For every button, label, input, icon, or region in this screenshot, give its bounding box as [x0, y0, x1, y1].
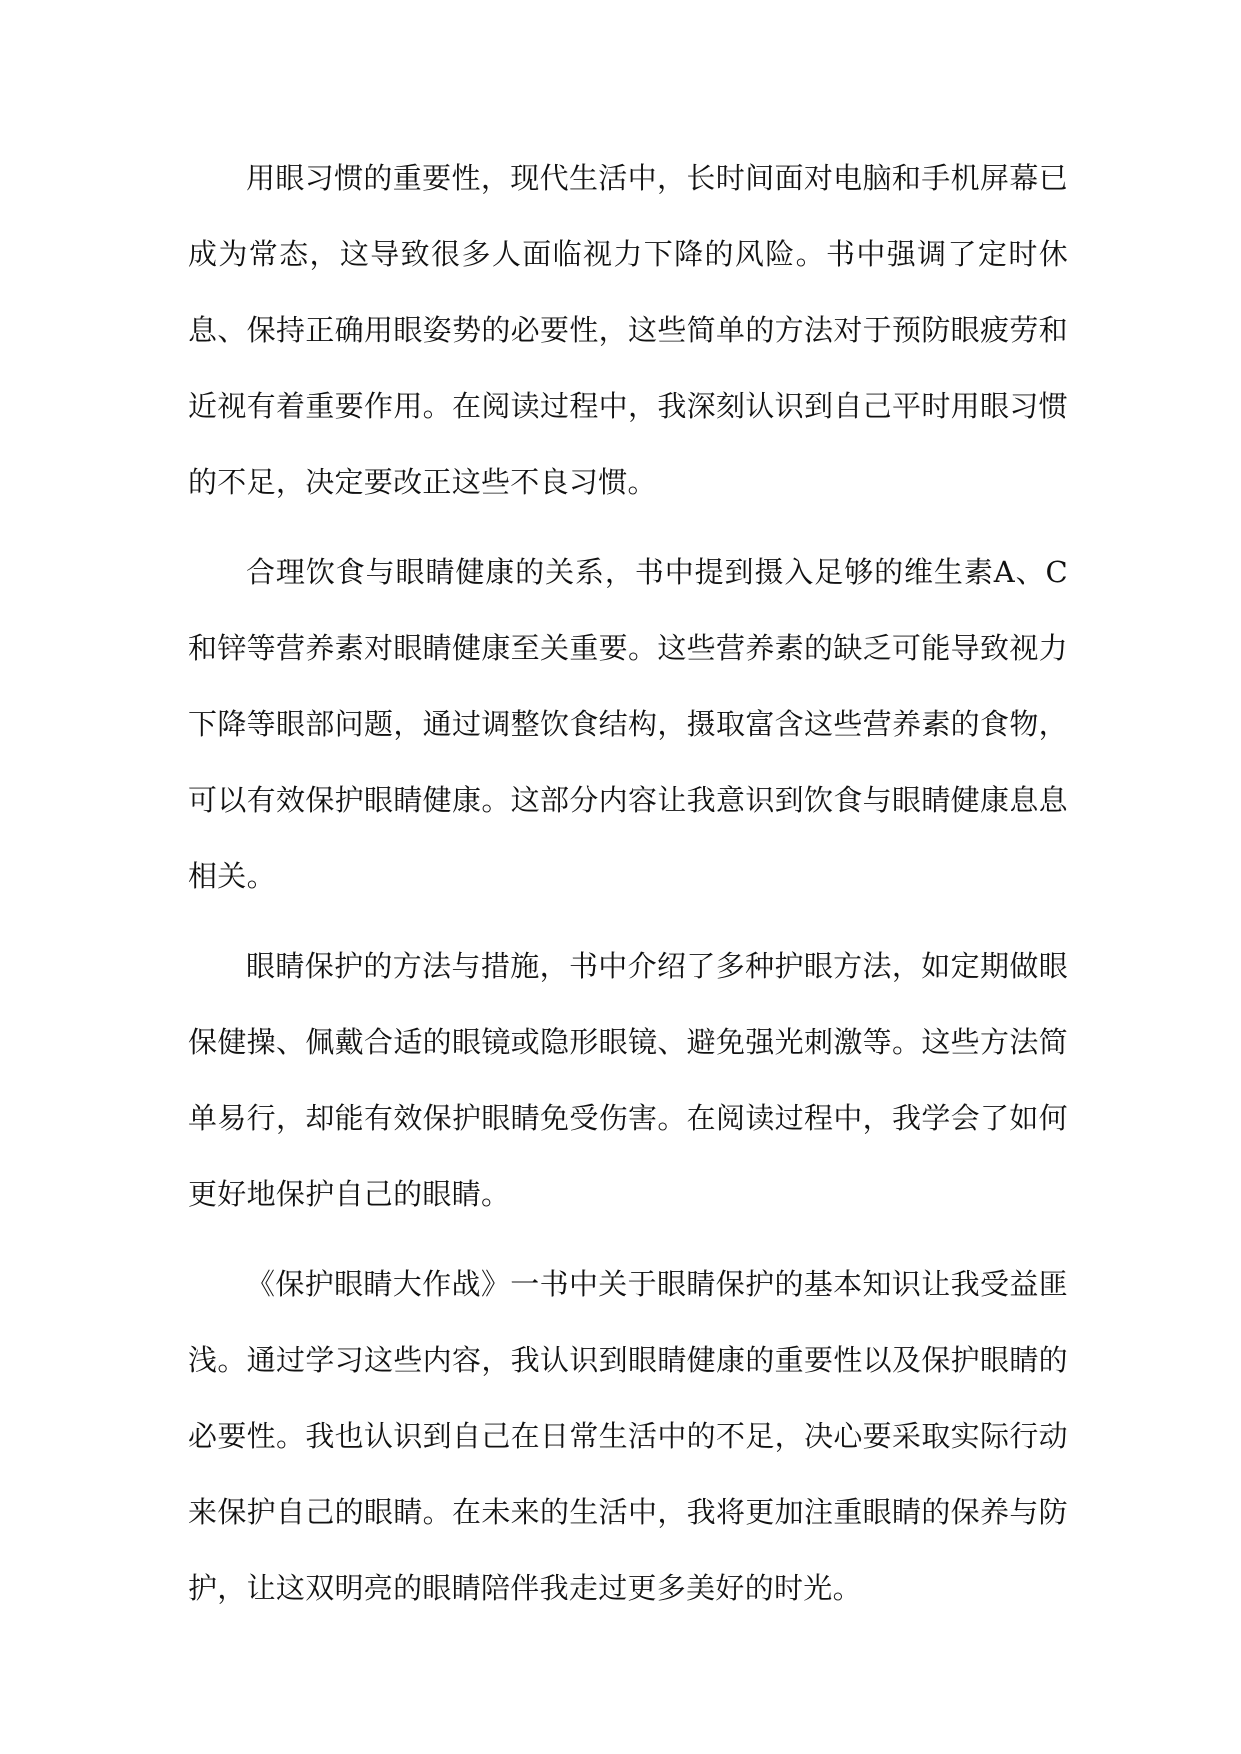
- paragraph-diet: 合理饮食与眼睛健康的关系，书中提到摄入足够的维生素A、C和锌等营养素对眼睛健康至关重要。这些营养素的缺乏可能导致视力下降等眼部问题，通过调整饮食结构，摄取富含这些营养素的食物，可以有效保护眼睛健康。这部分内容让我意识到饮食与眼睛健康息息相关。: [188, 555, 1068, 893]
- paragraph-protection-methods: 眼睛保护的方法与措施，书中介绍了多种护眼方法，如定期做眼保健操、佩戴合适的眼镜或隐形眼镜、避免强光刺激等。这些方法简单易行，却能有效保护眼睛免受伤害。在阅读过程中，我学会了如何更好地保护自己的眼睛。: [188, 949, 1068, 1211]
- body-text: [188, 140, 1068, 1640]
- paragraph-conclusion: 《保护眼睛大作战》一书中关于眼睛保护的基本知识让我受益匪浅。通过学习这些内容，我认识到眼睛健康的重要性以及保护眼睛的必要性。我也认识到自己在日常生活中的不足，决心要采取实际行动来保护自己的眼睛。在未来的生活中，我将更加注重眼睛的保养与防护，让这双明亮的眼睛陪伴我走过更多美好的时光。: [188, 1267, 1068, 1605]
- paragraph-eye-habits: 用眼习惯的重要性，现代生活中，长时间面对电脑和手机屏幕已成为常态，这导致很多人面临视力下降的风险。书中强调了定时休息、保持正确用眼姿势的必要性，这些简单的方法对于预防眼疲劳和近视有着重要作用。在阅读过程中，我深刻认识到自己平时用眼习惯的不足，决定要改正这些不良习惯。: [188, 161, 1068, 499]
